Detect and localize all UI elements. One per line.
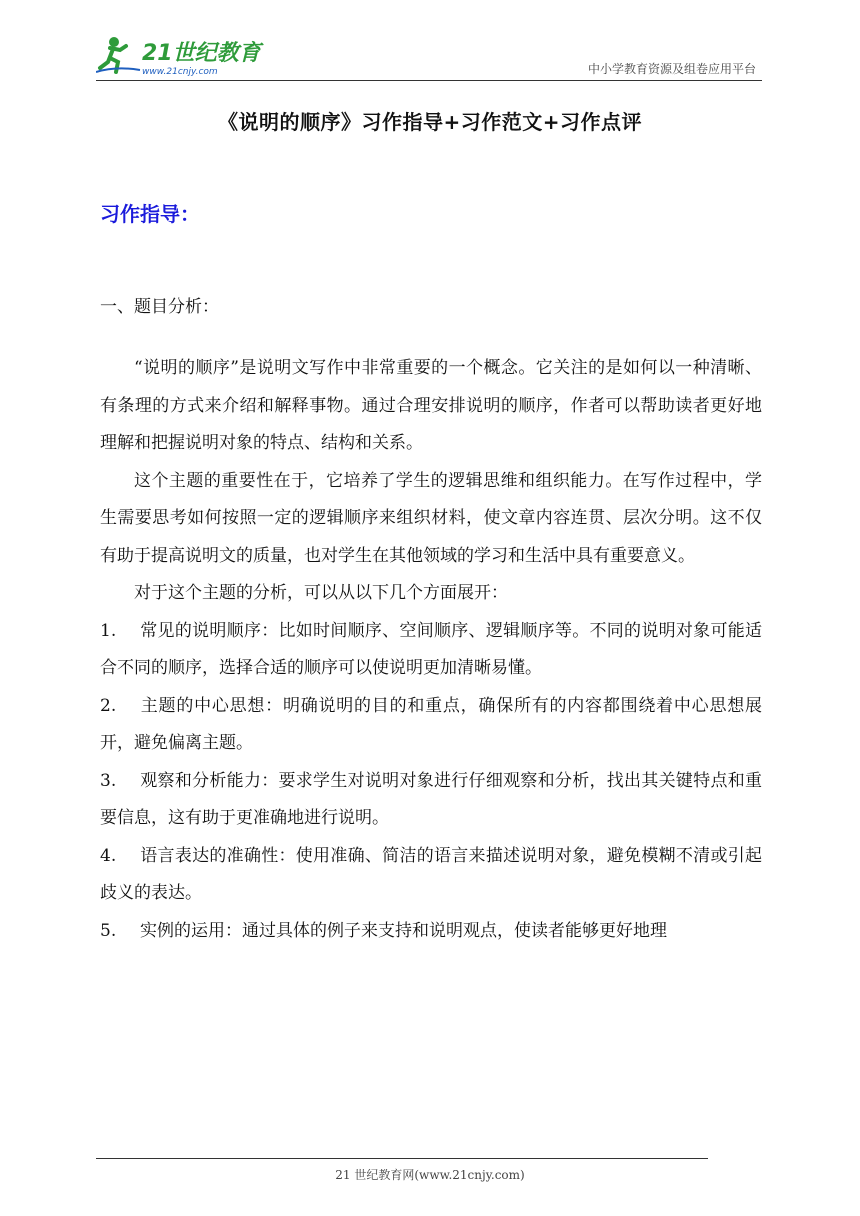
paragraph: 这个主题的重要性在于，它培养了学生的逻辑思维和组织能力。在写作过程中，学生需要思考如何按照一定的逻辑顺序来组织材料，使文章内容连贯、层次分明。这不仅有助于提高说明文的质量，也对学生在其他领域的学习和生活中具有重要意义。	[100, 470, 762, 566]
document-title: 《说明的顺序》习作指导+习作范文+习作点评	[217, 110, 642, 134]
list-item	[100, 763, 762, 838]
footer-divider	[96, 1158, 708, 1159]
list-item	[100, 913, 762, 951]
list-item	[100, 688, 762, 763]
list-number: 3.	[100, 770, 117, 791]
header-tagline: 中小学教育资源及组卷应用平台	[587, 62, 756, 76]
runner-logo-icon	[96, 32, 266, 78]
subheading: 一、题目分析：	[100, 297, 219, 317]
list-number: 2.	[100, 695, 117, 716]
list-text: 实例的运用：通过具体的例子来支持和说明观点，使读者能够更好地理	[140, 920, 667, 941]
body-text	[100, 350, 762, 950]
list-text: 观察和分析能力：要求学生对说明对象进行仔细观察和分析，找出其关键特点和重要信息，这有助于更准确地进行说明。	[100, 770, 762, 828]
list-number: 5.	[100, 920, 117, 941]
site-logo[interactable]	[96, 32, 266, 78]
list-text: 语言表达的准确性：使用准确、简洁的语言来描述说明对象，避免模糊不清或引起歧义的表达。	[100, 845, 762, 903]
list-text: 常见的说明顺序：比如时间顺序、空间顺序、逻辑顺序等。不同的说明对象可能适合不同的顺序，选择合适的顺序可以使说明更加清晰易懂。	[100, 620, 762, 678]
paragraph: 对于这个主题的分析，可以从以下几个方面展开：	[134, 583, 508, 603]
list-item	[100, 613, 762, 688]
page-footer[interactable]: 21 世纪教育网(www.21cnjy.com)	[335, 1168, 525, 1182]
svg-text:21世纪教育: 21世纪教育	[142, 41, 261, 66]
page-header	[96, 30, 762, 81]
list-text: 主题的中心思想：明确说明的目的和重点，确保所有的内容都围绕着中心思想展开，避免偏离主题。	[100, 695, 762, 753]
analysis-list	[100, 613, 762, 951]
paragraph: “说明的顺序”是说明文写作中非常重要的一个概念。它关注的是如何以一种清晰、有条理的方式来介绍和解释事物。通过合理安排说明的顺序，作者可以帮助读者更好地理解和把握说明对象的特点、结构和关系。	[100, 358, 762, 453]
list-item	[100, 838, 762, 913]
list-number: 4.	[100, 845, 117, 866]
svg-text:www.21cnjy.com: www.21cnjy.com	[142, 67, 218, 77]
section-heading: 习作指导：	[100, 202, 200, 226]
list-number: 1.	[100, 620, 117, 641]
